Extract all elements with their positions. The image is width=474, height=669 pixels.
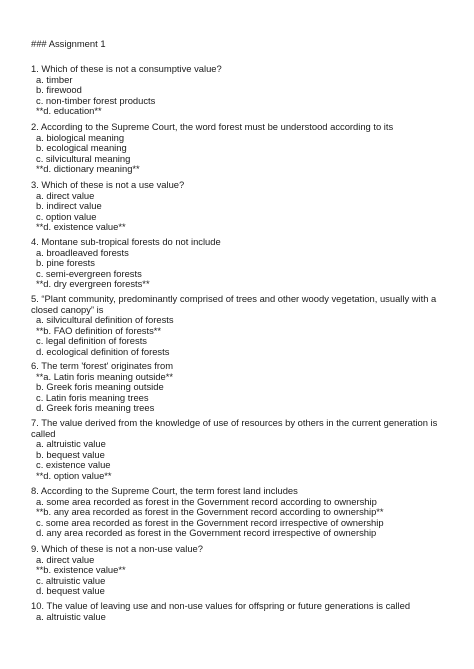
answer-option: d. Greek foris meaning trees	[36, 402, 155, 414]
answer-option: d. ecological definition of forests	[36, 345, 170, 357]
question-text: 7. The value derived from the knowledge of use of resources by others in the current generation is called	[31, 417, 438, 439]
answer-option: **a. Latin foris meaning outside**	[36, 370, 174, 382]
question-5	[31, 294, 443, 358]
question-text: 1. Which of these is not a consumptive value?	[31, 63, 222, 74]
answer-option: b. Greek foris meaning outside	[36, 381, 164, 393]
answer-option: **b. FAO definition of forests**	[36, 324, 162, 336]
answer-option: **b. any area recorded as forest in the Government record according to ownership**	[36, 506, 384, 518]
question-text: 4. Montane sub-tropical forests do not include	[31, 236, 221, 247]
assignment-heading: ### Assignment 1	[31, 38, 106, 49]
question-text: 8. According to the Supreme Court, the term forest land includes	[31, 485, 298, 496]
answer-option: b. indirect value	[36, 200, 102, 212]
answer-option: a. direct value	[36, 189, 95, 201]
answer-option: **d. dry evergreen forests**	[36, 278, 150, 290]
answer-option: **d. existence value**	[36, 221, 126, 233]
answer-option: **d. dictionary meaning**	[36, 163, 140, 175]
answer-option: a. direct value	[36, 553, 95, 565]
answer-option: c. altruistic value	[36, 574, 106, 586]
answer-option: c. option value	[36, 210, 97, 222]
question-text: 10. The value of leaving use and non-use values for offspring or future generations is called	[31, 600, 411, 611]
answer-option: b. ecological meaning	[36, 142, 127, 154]
question-text: 3. Which of these is not a use value?	[31, 179, 185, 190]
answer-option: **d. option value**	[36, 469, 112, 481]
answer-option: b. firewood	[36, 84, 82, 96]
question-8	[31, 486, 443, 539]
question-text: 6. The term 'forest' originates from	[31, 360, 174, 371]
question-3	[31, 180, 443, 233]
answer-option: b. bequest value	[36, 448, 105, 460]
question-9	[31, 544, 443, 597]
answer-option: d. bequest value	[36, 585, 105, 597]
question-1	[31, 64, 443, 117]
answer-option: c. legal definition of forests	[36, 335, 147, 347]
answer-option: a. some area recorded as forest in the Government record according to ownership	[36, 495, 377, 507]
answer-option: c. existence value	[36, 459, 111, 471]
answer-option: b. pine forests	[36, 257, 95, 269]
question-7	[31, 418, 443, 482]
question-2	[31, 122, 443, 175]
question-4	[31, 237, 443, 290]
answer-option: a. timber	[36, 73, 73, 85]
answer-option: a. altruistic value	[36, 438, 106, 450]
question-text: 5. “Plant community, predominantly comprised of trees and other woody vegetation, usually with a closed canopy” is	[31, 293, 437, 315]
answer-option: a. biological meaning	[36, 131, 125, 143]
question-text: 2. According to the Supreme Court, the word forest must be understood according to its	[31, 121, 394, 132]
answer-option: c. some area recorded as forest in the Government record irrespective of ownership	[36, 516, 384, 528]
answer-option: a. broadleaved forests	[36, 246, 129, 258]
question-text: 9. Which of these is not a non-use value?	[31, 543, 203, 554]
answer-option: c. non-timber forest products	[36, 94, 156, 106]
answer-option: c. Latin foris meaning trees	[36, 391, 149, 403]
answer-option: **b. existence value**	[36, 564, 126, 576]
answer-option: **d. education**	[36, 105, 102, 117]
question-6	[31, 361, 443, 414]
answer-option: c. semi-evergreen forests	[36, 267, 142, 279]
answer-option: a. silvicultural definition of forests	[36, 314, 174, 326]
question-10	[31, 601, 443, 622]
answer-option: c. silvicultural meaning	[36, 152, 131, 164]
answer-option: d. any area recorded as forest in the Government record irrespective of ownership	[36, 527, 377, 539]
answer-option: a. altruistic value	[36, 610, 106, 622]
